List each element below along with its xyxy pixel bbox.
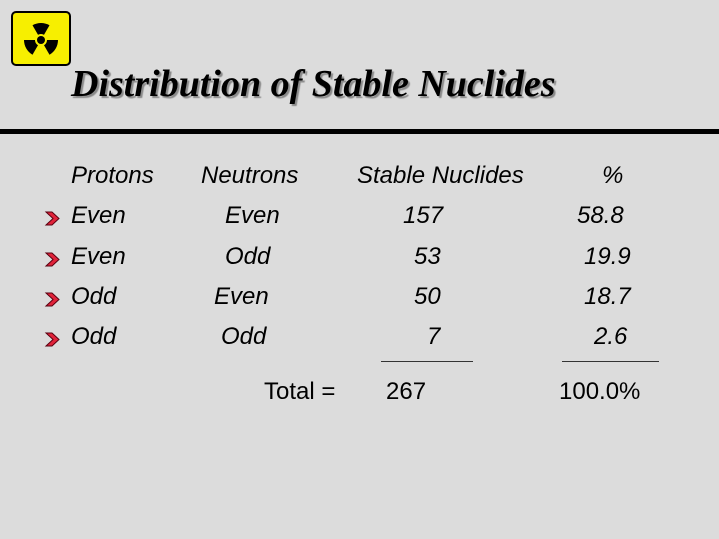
header-stable-nuclides: Stable Nuclides: [357, 162, 524, 189]
row-3-stable: 50: [414, 283, 441, 310]
row-3-percent: 18.7: [584, 283, 631, 310]
row-3-neutrons: Even: [214, 283, 269, 310]
row-2-neutrons: Odd: [225, 243, 271, 270]
radiation-trefoil-icon: [13, 13, 69, 64]
header-protons: Protons: [71, 162, 154, 189]
title-divider: [0, 129, 719, 134]
row-4-neutrons: Odd: [221, 323, 267, 350]
total-stable: 267: [386, 378, 427, 405]
row-4-protons: Odd: [71, 323, 117, 350]
header-neutrons: Neutrons: [201, 162, 299, 189]
header-percent: %: [602, 162, 624, 189]
total-label: Total =: [264, 378, 336, 405]
total-percent: 100.0%: [559, 378, 641, 405]
stable-sum-line: [381, 361, 473, 362]
row-1-percent: 58.8: [577, 202, 624, 229]
row-4-percent: 2.6: [594, 323, 628, 350]
row-1-neutrons: Even: [225, 202, 280, 229]
radiation-logo: [11, 11, 71, 66]
row-3-protons: Odd: [71, 283, 117, 310]
red-chevron-bullet-icon: [44, 331, 61, 348]
red-chevron-bullet-icon: [44, 210, 61, 227]
row-2-percent: 19.9: [584, 243, 631, 270]
row-2-stable: 53: [414, 243, 441, 270]
row-1-protons: Even: [71, 202, 126, 229]
row-1-stable: 157: [403, 202, 444, 229]
page-title: Distribution of Stable Nuclides: [71, 63, 556, 105]
red-chevron-bullet-icon: [44, 251, 61, 268]
percent-sum-line: [562, 361, 659, 362]
red-chevron-bullet-icon: [44, 291, 61, 308]
row-4-stable: 7: [427, 323, 441, 350]
row-2-protons: Even: [71, 243, 126, 270]
